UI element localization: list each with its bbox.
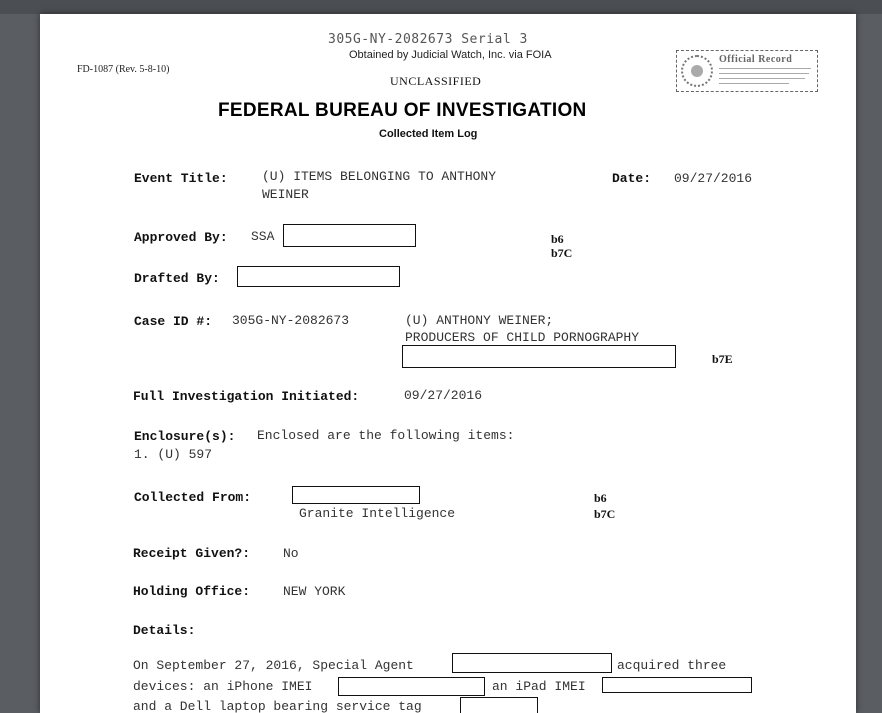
case-title-line1: (U) ANTHONY WEINER; <box>405 313 554 328</box>
full-investigation-label: Full Investigation Initiated: <box>133 389 360 404</box>
details-text: and a Dell laptop bearing service tag <box>133 699 422 713</box>
details-text: acquired three <box>617 658 727 673</box>
event-title-label: Event Title: <box>134 171 228 186</box>
stamp-text-line <box>719 73 809 74</box>
drafted-by-label: Drafted By: <box>134 271 220 286</box>
date-label: Date: <box>612 171 652 186</box>
redaction-box <box>452 653 612 673</box>
official-record-stamp <box>676 50 818 92</box>
foia-source: Obtained by Judicial Watch, Inc. via FOIA <box>349 49 552 61</box>
receipt-label: Receipt Given?: <box>133 546 251 561</box>
viewer-toolbar <box>0 0 882 14</box>
details-label: Details: <box>133 623 196 638</box>
seal-icon <box>681 55 713 87</box>
stamp-text-line <box>719 83 789 84</box>
classification-header: UNCLASSIFIED <box>390 74 482 88</box>
enclosures-value: Enclosed are the following items: <box>257 428 515 443</box>
redaction-box <box>283 224 416 247</box>
form-id: FD-1087 (Rev. 5-8-10) <box>77 64 170 75</box>
date-value: 09/27/2016 <box>674 171 753 186</box>
case-id-value: 305G-NY-2082673 <box>232 313 350 328</box>
redaction-box <box>338 677 485 696</box>
enclosure-item: 1. (U) 597 <box>134 447 213 462</box>
holding-office-value: NEW YORK <box>283 584 346 599</box>
event-title-value: (U) ITEMS BELONGING TO ANTHONY <box>262 169 497 184</box>
document-page <box>40 14 856 713</box>
case-id-label: Case ID #: <box>134 314 213 329</box>
approved-by-value: SSA <box>251 229 275 244</box>
holding-office-label: Holding Office: <box>133 584 251 599</box>
event-title-value-cont: WEINER <box>262 187 309 202</box>
redaction-box <box>460 697 538 713</box>
exemption-code: b7C <box>594 507 616 521</box>
exemption-code: b7E <box>712 352 733 366</box>
stamp-text-line <box>719 68 811 69</box>
redaction-box <box>402 345 676 368</box>
full-investigation-value: 09/27/2016 <box>404 388 483 403</box>
collected-from-value: Granite Intelligence <box>299 506 456 521</box>
approved-by-label: Approved By: <box>134 230 228 245</box>
case-title-line2: PRODUCERS OF CHILD PORNOGRAPHY <box>405 330 640 345</box>
redaction-box <box>237 266 400 287</box>
redaction-box <box>292 486 420 504</box>
log-title: Collected Item Log <box>379 128 478 140</box>
redaction-box <box>602 677 752 693</box>
collected-from-label: Collected From: <box>134 490 252 505</box>
exemption-code: b7C <box>551 246 573 260</box>
details-text: an iPad IMEI <box>492 679 586 694</box>
receipt-value: No <box>283 546 299 561</box>
exemption-code: b6 <box>551 232 564 246</box>
details-text: devices: an iPhone IMEI <box>133 679 313 694</box>
serial-number: 305G-NY-2082673 Serial 3 <box>328 32 528 47</box>
enclosures-label: Enclosure(s): <box>134 429 236 444</box>
agency-title: FEDERAL BUREAU OF INVESTIGATION <box>218 100 587 121</box>
details-text: On September 27, 2016, Special Agent <box>133 658 414 673</box>
stamp-title: Official Record <box>719 54 793 65</box>
stamp-text-line <box>719 78 805 79</box>
exemption-code: b6 <box>594 491 607 505</box>
